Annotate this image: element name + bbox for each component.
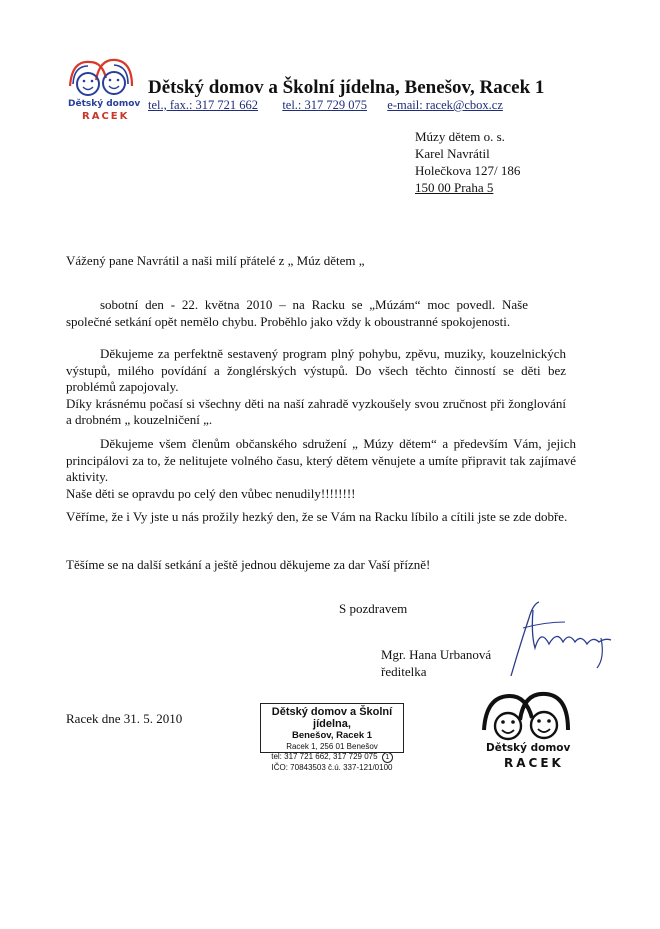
logo-text: Dětský domov (68, 99, 141, 109)
closing-greeting: S pozdravem (339, 601, 408, 616)
signature-icon (505, 598, 625, 678)
stamp-number-badge: 1 (382, 752, 393, 763)
paragraph-4: Věříme, že i Vy jste u nás prožily hezký den, že se Vám na Racku líbilo a cítili jste se zde dobře. (66, 509, 568, 524)
logo-script: RACEK (82, 111, 130, 122)
recipient-address (415, 128, 520, 196)
children-faces-icon (66, 56, 136, 98)
official-stamp (260, 703, 404, 772)
stamp-phones: tel: 317 721 662, 317 729 075 1 (261, 752, 403, 763)
recipient-name: Karel Navrátil (415, 146, 490, 161)
stamp-ids: IČO: 70843503 č.ú. 337-121/0100 (271, 762, 393, 772)
email-link[interactable]: e-mail: racek@cbox.cz (387, 98, 503, 112)
recipient-street: Holečkova 127/ 186 (415, 163, 521, 178)
contact-line (148, 98, 503, 113)
salutation: Vážený pane Navrátil a naši milí přátelé z „ Múz dětem „ (66, 253, 365, 268)
org-title: Dětský domov a Školní jídelna, Benešov, Racek 1 (148, 77, 545, 98)
paragraph-5: Těšíme se na další setkání a ještě jednou děkujeme za dar Vaší přízně! (66, 557, 431, 572)
signatory-name: Mgr. Hana Urbanová (381, 647, 492, 662)
children-faces-icon (480, 690, 572, 742)
recipient-city: 150 00 Praha 5 (415, 180, 494, 195)
paragraph-3: Děkujeme všem členům občanského sdružení „ Múzy dětem“ a především Vám, jejich principálovi za to, že nelitujete volného času, který dětem věnujete a umíte připravit tak zajímavé aktivity. Naše děti se opravdu po celý den vůbec nenudily!!!!!!!! (66, 436, 576, 501)
footer-logo-script: RACEK (504, 756, 564, 770)
place-date: Racek dne 31. 5. 2010 (66, 711, 183, 726)
footer-logo (480, 690, 580, 770)
paragraph-2: Děkujeme za perfektně sestavený program plný pohybu, zpěvu, muziky, kouzelnických výstupů, milého povídání a žonglérských výstupů. Do všech těchto činností se děti bez problémů zapojovaly. Díky krásnému počasí si všechny děti na naší zahradě vyzkoušely svou zručnost při žonglování a drobném „ kouzelničení „. (66, 346, 566, 427)
signatory-role: ředitelka (381, 664, 427, 679)
header-logo (64, 56, 144, 122)
paragraph-1: sobotní den - 22. května 2010 – na Racku se „Múzám“ moc povedl. Naše společné setkání opět nemělo chybu. Proběhlo jako vždy k oboustranné spokojenosti. (66, 297, 528, 329)
phone: tel.: 317 729 075 (282, 98, 368, 112)
footer-logo-text: Dětský domov (486, 742, 571, 754)
stamp-org-name: Dětský domov a Školní jídelna, (271, 706, 393, 730)
phone-fax: tel., fax.: 317 721 662 (148, 98, 259, 112)
stamp-address: Racek 1, 256 01 Benešov (286, 742, 378, 751)
recipient-org: Múzy dětem o. s. (415, 129, 505, 144)
stamp-org-place: Benešov, Racek 1 (291, 730, 373, 741)
